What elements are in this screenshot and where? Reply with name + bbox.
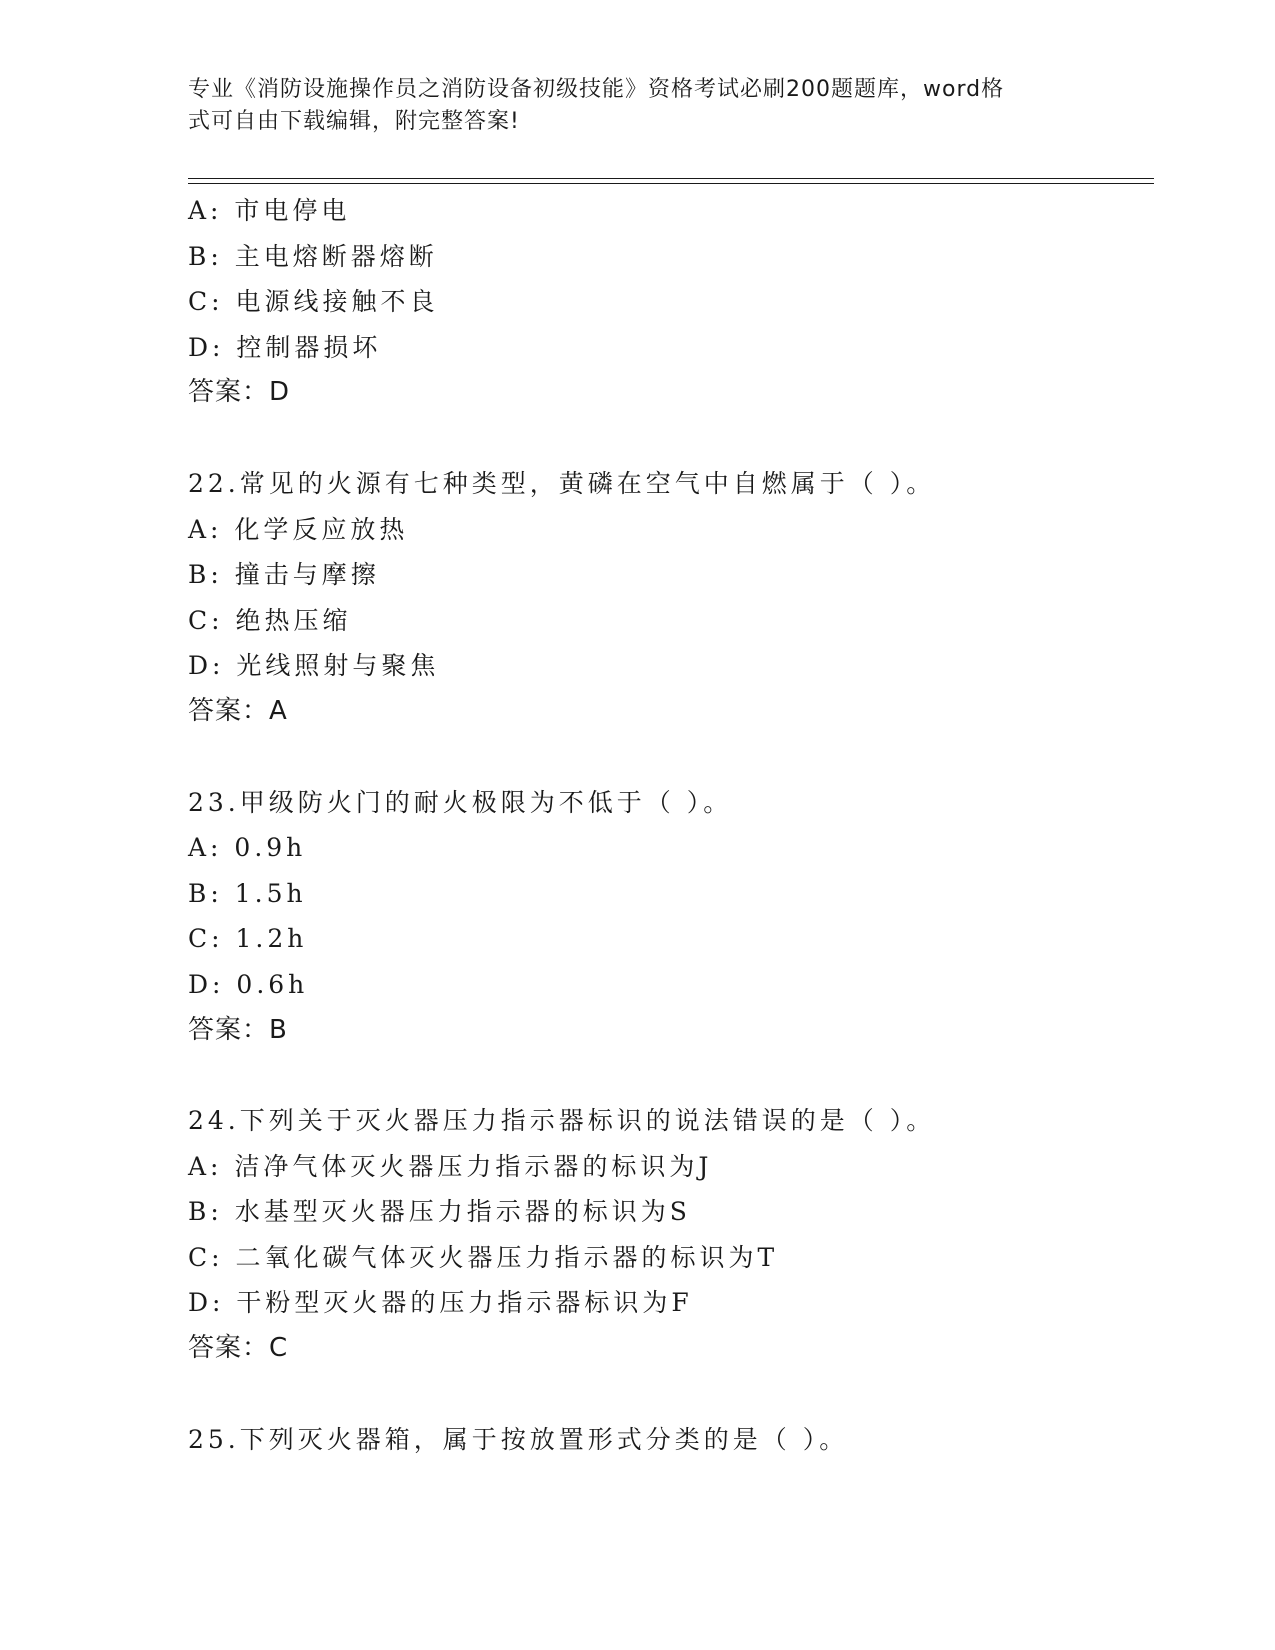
option-c: C: 二氧化碳气体灭火器压力指示器的标识为T	[188, 1242, 779, 1272]
option-a: A: 化学反应放热	[188, 514, 409, 544]
option-b: B: 主电熔断器熔断	[188, 241, 438, 271]
option-b: B: 撞击与摩擦	[188, 560, 380, 590]
option-c: C: 绝热压缩	[188, 605, 352, 635]
option-b: B: 1.5h	[188, 878, 307, 908]
answer-label: 答案：B	[188, 1014, 288, 1045]
option-d: D: 光线照射与聚焦	[188, 651, 440, 681]
answer-label: 答案：A	[188, 695, 288, 726]
document-header	[188, 74, 1068, 138]
question-stem: 25.下列灭火器箱，属于按放置形式分类的是（ ）。	[188, 1424, 849, 1454]
question-block-25	[188, 1417, 1148, 1463]
option-b: B: 水基型灭火器压力指示器的标识为S	[188, 1197, 691, 1227]
question-block-22	[188, 461, 1148, 735]
question-block-21	[188, 188, 1148, 416]
question-block-24	[188, 1098, 1148, 1372]
question-stem: 22.常见的火源有七种类型，黄磷在空气中自燃属于（ ）。	[188, 468, 936, 498]
option-c: C: 电源线接触不良	[188, 287, 439, 317]
answer-label: 答案：C	[188, 1333, 289, 1364]
question-block-23	[188, 780, 1148, 1054]
header-line-2: 式可自由下载编辑，附完整答案!	[188, 109, 520, 134]
question-stem: 23.甲级防火门的耐火极限为不低于（ ）。	[188, 787, 733, 817]
question-list	[188, 188, 1148, 1462]
header-rule-bottom	[188, 183, 1154, 184]
option-d: D: 干粉型灭火器的压力指示器标识为F	[188, 1288, 693, 1318]
option-a: A: 市电停电	[188, 196, 351, 225]
option-a: A: 0.9h	[188, 833, 307, 863]
answer-label: 答案：D	[188, 377, 291, 408]
header-line-1: 专业《消防设施操作员之消防设备初级技能》资格考试必刷200题题库，word格	[188, 77, 1005, 102]
question-stem: 24.下列关于灭火器压力指示器标识的说法错误的是（ ）。	[188, 1106, 936, 1136]
option-c: C: 1.2h	[188, 924, 308, 954]
option-d: D: 控制器损坏	[188, 332, 382, 362]
option-a: A: 洁净气体灭火器压力指示器的标识为J	[188, 1151, 713, 1181]
option-d: D: 0.6h	[188, 969, 309, 999]
header-rule-top	[188, 178, 1154, 179]
